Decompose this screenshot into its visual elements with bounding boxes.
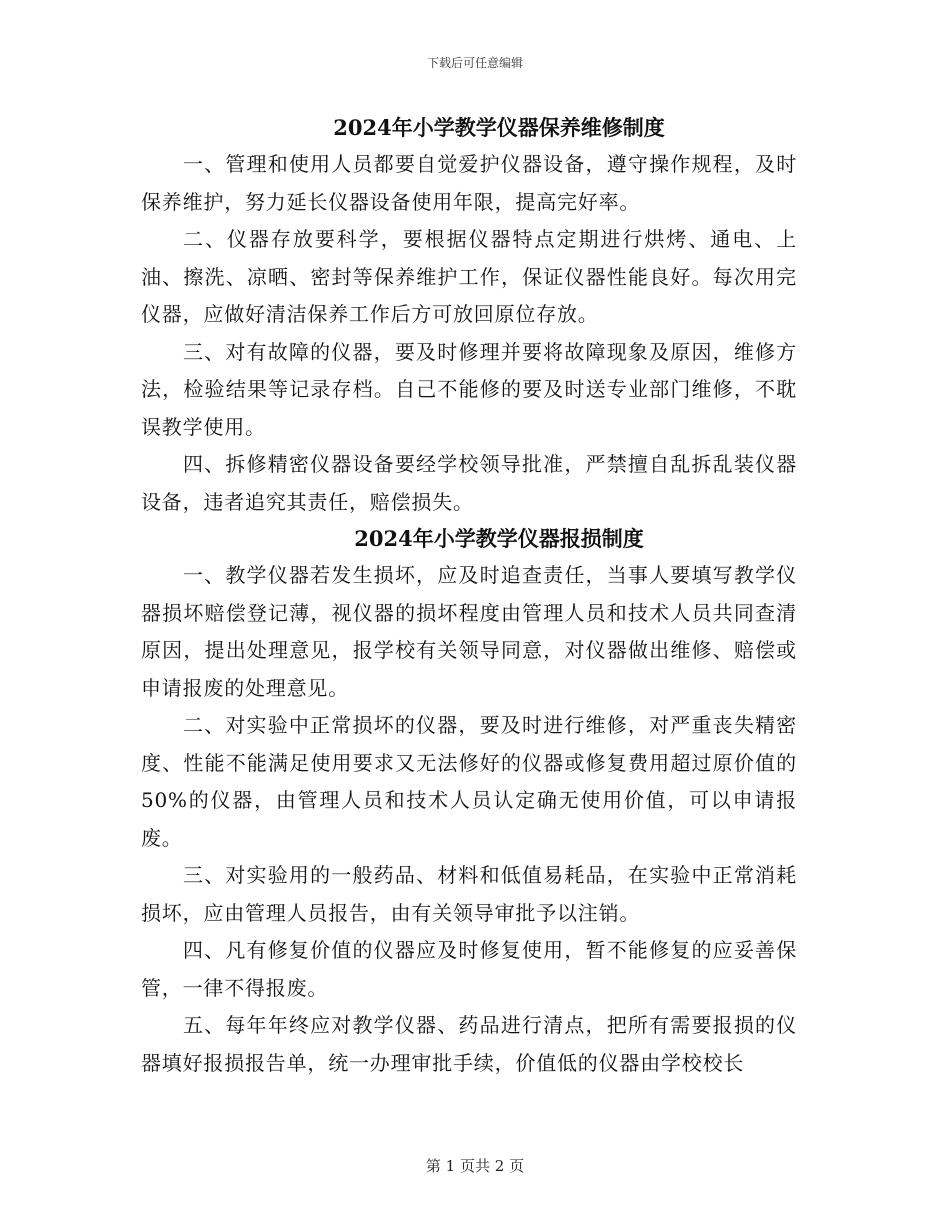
paragraph: 二、仪器存放要科学，要根据仪器特点定期进行烘烤、通电、上油、擦洗、凉晒、密封等保养维护工作，保证仪器性能良好。每次用完仪器，应做好清洁保养工作后方可放回原位存放。 <box>141 227 797 326</box>
section-damage-report <box>141 521 797 1082</box>
paragraph: 一、教学仪器若发生损坏，应及时追查责任，当事人要填写教学仪器损坏赔偿登记薄，视仪器的损坏程度由管理人员和技术人员共同查清原因，提出处理意见，报学校有关领导同意，对仪器做出维修、赔偿或申请报废的处理意见。 <box>141 563 797 700</box>
section-title: 2024年小学教学仪器报损制度 <box>354 526 644 551</box>
paragraph: 五、每年年终应对教学仪器、药品进行清点，把所有需要报损的仪器填好报损报告单，统一办理审批手续，价值低的仪器由学校校长 <box>141 1013 797 1075</box>
paragraph: 三、对有故障的仪器，要及时修理并要将故障现象及原因，维修方法，检验结果等记录存档。自己不能修的要及时送专业部门维修，不耽误教学使用。 <box>141 339 797 439</box>
paragraph: 三、对实验用的一般药品、材料和低值易耗品，在实验中正常消耗损坏，应由管理人员报告，由有关领导审批予以注销。 <box>141 863 797 925</box>
paragraph: 四、凡有修复价值的仪器应及时修复使用，暂不能修复的应妥善保管，一律不得报废。 <box>141 938 797 1000</box>
document-body <box>141 110 797 1082</box>
paragraph: 二、对实验中正常损坏的仪器，要及时进行维修，对严重丧失精密度、性能不能满足使用要求又无法修好的仪器或修复费用超过原价值的50%的仪器，由管理人员和技术人员认定确无使用价值，可以申请报废。 <box>141 713 797 850</box>
paragraph: 四、拆修精密仪器设备要经学校领导批准，严禁擅自乱拆乱装仪器设备，违者追究其责任，赔偿损失。 <box>141 452 797 514</box>
section-title: 2024年小学教学仪器保养维修制度 <box>333 115 665 140</box>
page-header: 下载后可任意编辑 <box>426 56 523 70</box>
page-footer: 第 1 页共 2 页 <box>425 1157 525 1175</box>
paragraph: 一、管理和使用人员都要自觉爱护仪器设备，遵守操作规程，及时保养维护，努力延长仪器设备使用年限，提高完好率。 <box>141 152 797 214</box>
section-maintenance <box>141 110 797 521</box>
